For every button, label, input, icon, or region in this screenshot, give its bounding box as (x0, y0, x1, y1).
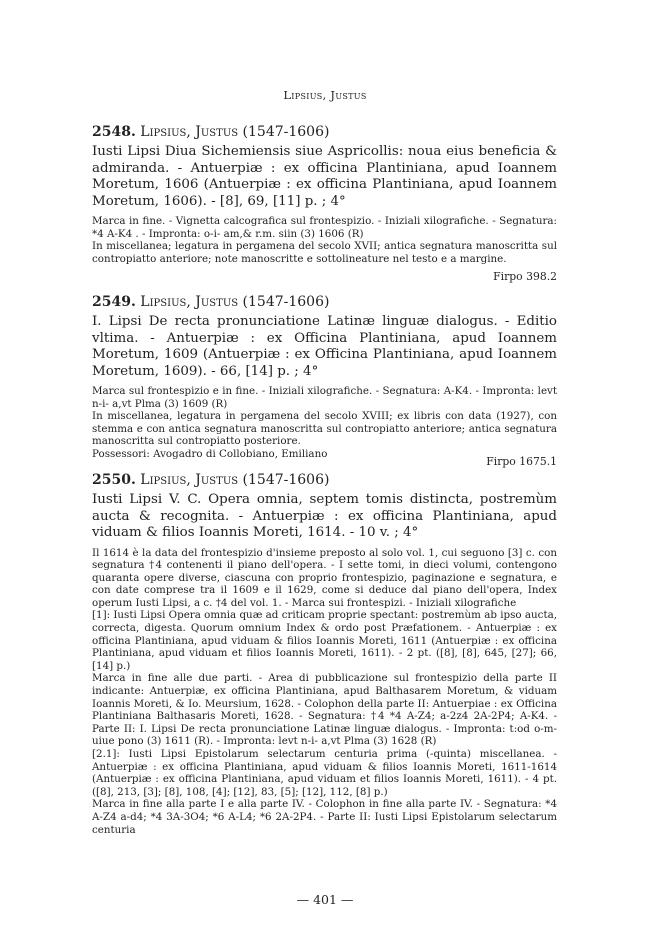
entry-author: Lipsius, Justus (1547-1606) (140, 124, 330, 140)
entry-note: Marca in fine. - Vignetta calcografica sul frontespizio. - Iniziali xilografiche. - Segnatura: *4 A-K4 . - Impronta: o-i- am,& r.m. siin (3) 1606 (R) (92, 215, 557, 240)
entry-author: Lipsius, Justus (1547-1606) (140, 472, 330, 488)
entry-note: [1]: Iusti Lipsi Opera omnia quæ ad criticam proprie spectant: postremùm ab ipso aucta, correcta, digesta. Quorum omnium Index & ordo post Præfationem. - Antuerpiæ : ex officina Plantiniana, apud viduam & filios Ioannis Moreti, 1611 (Antuerpiæ : ex officina Plantiniana, apud viduam et filios Ioannis Moreti, 1611). - 2 pt. ([8], [8], 645, [27]; 66, [14] p.) (92, 609, 557, 672)
entry-title: I. Lipsi De recta pronunciatione Latinæ linguæ dialogus. - Editio vltima. - Antuerpiæ : ex Officina Plantiniana, apud Ioannem Moretum, 1609 (Antuerpiæ : ex Officina Plantiniana, apud Ioannem Moretum, 1609). - 66, [14] p. ; 4° (92, 314, 557, 379)
entry-number: 2549. (92, 294, 136, 310)
entry-heading (92, 294, 557, 310)
shelfmark: Firpo 398.2 (493, 270, 557, 284)
entry-number: 2550. (92, 472, 136, 488)
entry-number: 2548. (92, 124, 136, 140)
catalog-entry (92, 294, 557, 468)
entry-note: Possessori: Avogadro di Collobiano, Emiliano (92, 447, 328, 460)
entry-title: Iusti Lipsi Diua Sichemiensis siue Aspricollis: noua eius beneficia & admiranda. - Antuerpiæ : ex officina Plantiniana, apud Ioannem Moretum, 1606 (Antuerpiæ : ex officina Plantiniana, apud Ioannem Moretum, 1606). - [8], 69, [11] p. ; 4° (92, 144, 557, 209)
entry-note: In miscellanea; legatura in pergamena del secolo XVII; antica segnatura manoscritta sul contropiatto anteriore; note manoscritte e sottolineature nel testo e a margine. (92, 240, 557, 265)
entry-heading (92, 124, 557, 140)
entry-note: In miscellanea, legatura in pergamena del secolo XVIII; ex libris con data (1927), con stemma e con antica segnatura manoscritta sul contropiatto anteriore; antica segnatura manoscritta sul contropiatto posteriore. (92, 410, 557, 448)
running-head: Lipsius, Justus (283, 88, 367, 102)
entry-title: Iusti Lipsi V. C. Opera omnia, septem tomis distincta, postremùm aucta & recognita. - Antuerpiæ : ex officina Plantiniana, apud viduam & filios Ioannis Moreti, 1614. - 10 v. ; 4° (92, 492, 557, 540)
entry-note: Marca in fine alle due parti. - Area di pubblicazione sul frontespizio della parte II indicante: Antuerpiæ, ex officina Plantiniana, apud Balthasarem Moretum, & viduam Ioannis Moreti, & Io. Meursium, 1628. - Colophon della parte II: Antuerpiae : ex Officina Plantiniana Balthasaris Moreti, 1628. - Segnatura: †4 *4 A-Z4; a-2z4 2A-2P4; A-K4. - Parte II: I. Lipsi De recta pronunciatione Latinæ linguæ dialogus. - Impronta: t:od o-m- uiue pono (3) 1611 (R). - Impronta: levt n-i- a,vt Plma (3) 1628 (R) (92, 672, 557, 748)
entry-note: Marca in fine alla parte I e alla parte IV. - Colophon in fine alla parte IV. - Segnatura: *4 A-Z4 a-d4; *4 3A-3O4; *6 A-L4; *6 2A-2P4. - Parte II: Iusti Lipsi Epistolarum selectarum centuria (92, 798, 557, 836)
entry-heading (92, 472, 557, 488)
catalog-entry (92, 124, 557, 283)
entry-note: [2.1]: Iusti Lipsi Epistolarum selectarum centuria prima (-quinta) miscellanea. - Antuerpiæ : ex officina Plantiniana, apud viduam & filios Ioannis Moreti, 1611-1614 (Antuerpiæ : ex officina Plantiniana, apud viduam et filios Ioannis Moreti, 1611). - 4 pt. ([8], 213, [3]; [8], 108, [4]; [12], 83, [5]; [12], 112, [8] p.) (92, 748, 557, 798)
catalog-entry (92, 472, 557, 836)
entry-note: Marca sul frontespizio e in fine. - Iniziali xilografiche. - Segnatura: A-K4. - Impronta: levt n-i- a,vt Plma (3) 1609 (R) (92, 385, 557, 410)
entry-author: Lipsius, Justus (1547-1606) (140, 294, 330, 310)
page-number: — 401 — (296, 892, 354, 907)
entry-note: Il 1614 è la data del frontespizio d'insieme preposto al solo vol. 1, cui seguono [3] c. con segnatura †4 contenenti il piano dell'opera. - I sette tomi, in dieci volumi, contengono quaranta opere diverse, ciascuna con proprio frontespizio, paginazione e segnatura, e con date comprese tra il 1609 e il 1629, come si deduce dal piano dell'opera, Index operum Iusti Lipsi, a c. †4 del vol. 1. - Marca sui frontespizi. - Iniziali xilografiche (92, 546, 557, 609)
shelfmark: Firpo 1675.1 (486, 454, 557, 468)
